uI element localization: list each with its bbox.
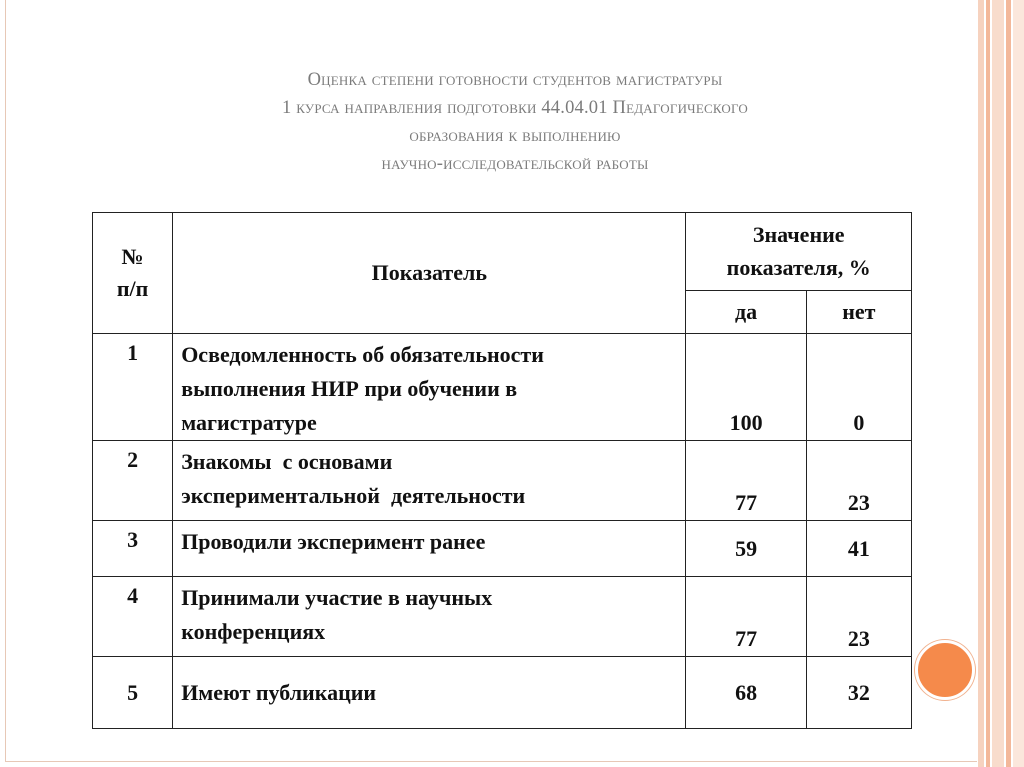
title-line-4: научно-исследовательской работы <box>381 154 649 174</box>
header-value-line-1: Значение <box>752 222 845 248</box>
header-yes: да <box>686 290 806 333</box>
header-indicator: Показатель <box>173 213 686 334</box>
decorative-stripe <box>1006 0 1011 767</box>
results-table <box>92 212 912 729</box>
row-indicator <box>173 657 686 729</box>
indicator-line: Проводили эксперимент ранее <box>181 529 486 554</box>
decorative-stripe <box>978 0 984 767</box>
table-row <box>93 521 912 577</box>
row-yes-value: 59 <box>686 521 806 577</box>
title-line-1: Оценка степени готовности студентов магистратуры <box>307 70 723 90</box>
indicator-line: Имеют публикации <box>181 679 377 705</box>
header-row <box>93 213 912 291</box>
table-row <box>93 334 912 441</box>
indicator-line: магистратуре <box>181 410 317 435</box>
header-value-line-2: показателя, % <box>726 255 871 281</box>
row-yes-value: 77 <box>686 577 806 657</box>
row-indicator <box>173 441 686 521</box>
indicator-line: экспериментальной деятельности <box>181 483 526 508</box>
slide-title <box>150 66 880 178</box>
row-number: 1 <box>93 334 173 441</box>
row-yes-value: 77 <box>686 441 806 521</box>
table-row <box>93 441 912 521</box>
header-number <box>93 213 173 334</box>
title-line-3: образования к выполнению <box>409 126 621 146</box>
indicator-line: Знакомы с основами <box>181 449 393 474</box>
row-no-value: 23 <box>806 577 911 657</box>
indicator-line: Принимали участие в научных <box>181 585 493 610</box>
row-number: 4 <box>93 577 173 657</box>
decorative-stripe <box>1013 0 1024 767</box>
row-indicator <box>173 334 686 441</box>
indicator-line: конференциях <box>181 619 326 644</box>
row-yes-value: 68 <box>686 657 806 729</box>
table-row <box>93 577 912 657</box>
row-yes-value: 100 <box>686 334 806 441</box>
row-no-value: 41 <box>806 521 911 577</box>
row-number: 2 <box>93 441 173 521</box>
row-no-value: 0 <box>806 334 911 441</box>
header-no: нет <box>806 290 911 333</box>
header-number-label: п/п <box>116 276 149 301</box>
row-number: 5 <box>93 657 173 729</box>
row-indicator <box>173 577 686 657</box>
header-number-symbol: № <box>121 244 144 269</box>
indicator-line: Осведомленность об обязательности <box>181 342 544 367</box>
decorative-stripe <box>992 0 1004 767</box>
table-row <box>93 657 912 729</box>
row-number: 3 <box>93 521 173 577</box>
decorative-stripe <box>986 0 990 767</box>
row-indicator <box>173 521 686 577</box>
accent-circle <box>915 640 975 700</box>
header-value <box>686 213 912 291</box>
indicator-line: выполнения НИР при обучении в <box>181 376 518 401</box>
row-no-value: 32 <box>806 657 911 729</box>
row-no-value: 23 <box>806 441 911 521</box>
title-line-2: 1 курса направления подготовки 44.04.01 Педагогического <box>282 98 748 118</box>
